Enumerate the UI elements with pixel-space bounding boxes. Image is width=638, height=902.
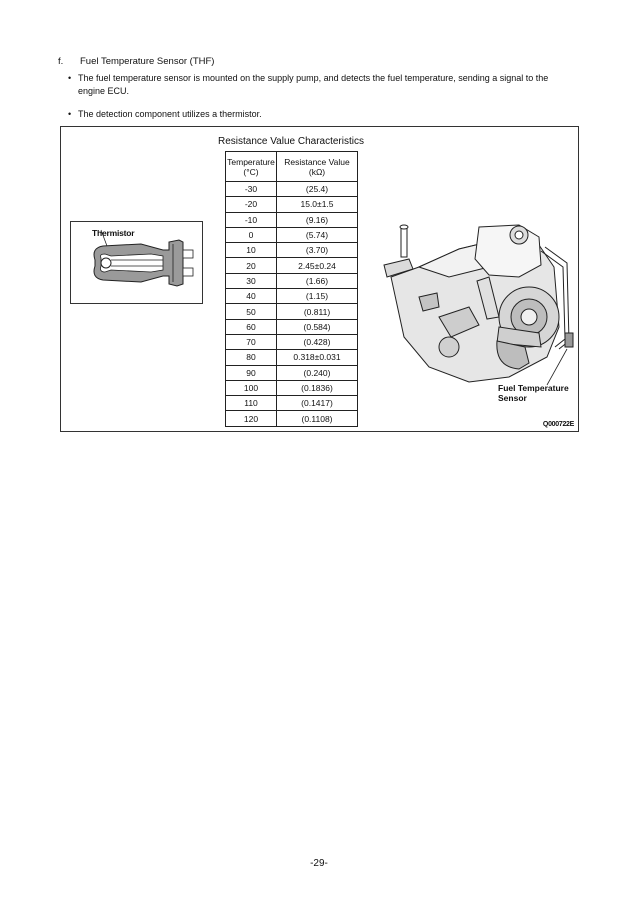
resistance-table (225, 151, 358, 427)
bullet-item (68, 108, 262, 121)
table-row (226, 411, 358, 426)
figure-code: Q000722E (542, 421, 574, 428)
header-temperature-label: Temperature (227, 156, 275, 167)
cell-resistance: (0.1836) (277, 380, 358, 395)
table-row (226, 197, 358, 212)
figure-title: Resistance Value Characteristics (218, 136, 364, 147)
table-header-row (226, 152, 358, 182)
bullet-dot: • (68, 109, 72, 119)
cell-temperature: 20 (226, 258, 277, 273)
table-row (226, 182, 358, 197)
supply-pump-drawing (379, 207, 579, 397)
cell-temperature: 120 (226, 411, 277, 426)
table-row (226, 227, 358, 242)
thermistor-label: Thermistor (92, 228, 135, 238)
cell-temperature: -10 (226, 212, 277, 227)
cell-resistance: (1.66) (277, 273, 358, 288)
table-row (226, 258, 358, 273)
bullet-text: The detection component utilizes a thermistor. (78, 109, 262, 119)
header-resistance-label: Resistance Value (284, 156, 350, 167)
fuel-temperature-sensor-label (498, 383, 569, 403)
cell-temperature: 110 (226, 396, 277, 411)
section-letter: f. (58, 56, 64, 67)
cell-temperature: 80 (226, 350, 277, 365)
bullet-text-line2: engine ECU. (78, 86, 130, 96)
bullet-item (68, 72, 598, 98)
cell-resistance: 15.0±1.5 (277, 197, 358, 212)
cell-resistance: (3.70) (277, 243, 358, 258)
cell-temperature: 40 (226, 289, 277, 304)
cell-temperature: 90 (226, 365, 277, 380)
header-resistance (277, 152, 358, 182)
cell-resistance: (9.16) (277, 212, 358, 227)
cell-resistance: (0.1417) (277, 396, 358, 411)
cell-temperature: 60 (226, 319, 277, 334)
cell-temperature: 50 (226, 304, 277, 319)
table-row (226, 212, 358, 227)
table-row (226, 243, 358, 258)
sensor-label-line2: Sensor (498, 393, 527, 403)
cell-temperature: 10 (226, 243, 277, 258)
cell-temperature: 30 (226, 273, 277, 288)
bullet-text-line1: The fuel temperature sensor is mounted on the supply pump, and detects the fuel temperature, sending a signal to the (78, 73, 549, 83)
cell-resistance: 2.45±0.24 (277, 258, 358, 273)
cell-temperature: 100 (226, 380, 277, 395)
cell-temperature: -20 (226, 197, 277, 212)
table-row (226, 350, 358, 365)
table-row (226, 319, 358, 334)
table-row (226, 334, 358, 349)
cell-resistance: 0.318±0.031 (277, 350, 358, 365)
thermistor-diagram (70, 221, 203, 304)
header-temperature-unit: (°C) (243, 166, 259, 177)
header-resistance-unit: (kΩ) (308, 166, 326, 177)
figure-frame (60, 126, 579, 432)
cell-temperature: 70 (226, 334, 277, 349)
cell-resistance: (0.1108) (277, 411, 358, 426)
cell-resistance: (5.74) (277, 227, 358, 242)
table-row (226, 365, 358, 380)
section-heading (58, 56, 214, 67)
table-row (226, 396, 358, 411)
table-row (226, 304, 358, 319)
cell-temperature: -30 (226, 182, 277, 197)
cell-resistance: (0.584) (277, 319, 358, 334)
cell-resistance: (25.4) (277, 182, 358, 197)
cell-resistance: (0.428) (277, 334, 358, 349)
table-body (226, 182, 358, 427)
cell-temperature: 0 (226, 227, 277, 242)
section-title: Fuel Temperature Sensor (THF) (80, 56, 215, 67)
cell-resistance: (0.240) (277, 365, 358, 380)
page-number: -29- (310, 858, 328, 869)
bullet-dot: • (68, 73, 72, 83)
header-temperature (226, 152, 277, 182)
sensor-label-line1: Fuel Temperature (498, 383, 569, 393)
table-row (226, 273, 358, 288)
table-row (226, 289, 358, 304)
table-row (226, 380, 358, 395)
cell-resistance: (0.811) (277, 304, 358, 319)
cell-resistance: (1.15) (277, 289, 358, 304)
thermistor-sensor-drawing (71, 222, 202, 303)
